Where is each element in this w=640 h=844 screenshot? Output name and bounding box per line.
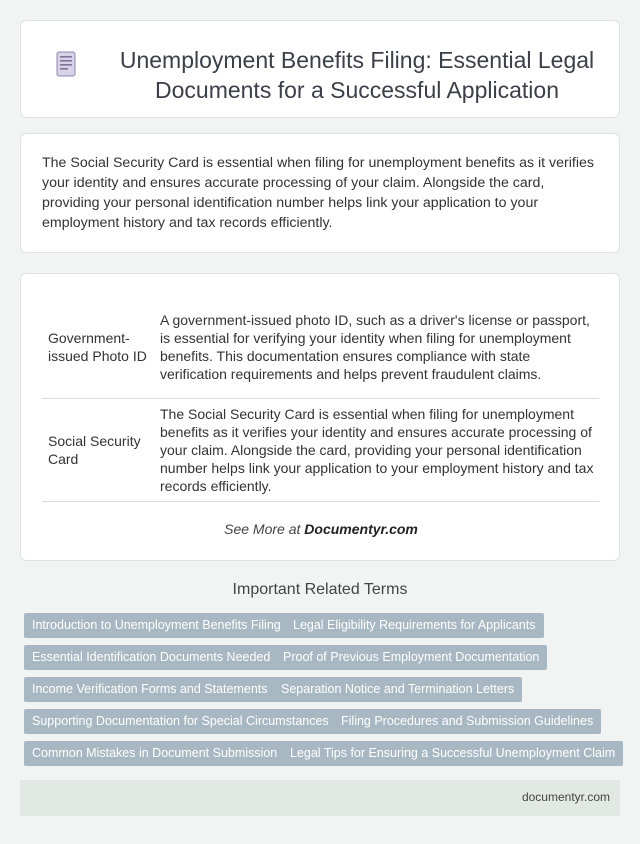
document-description: A government-issued photo ID, such as a driver's license or passport, is essential for verifying your identity when filing for unemployment benefits. This documentation ensures compliance with state verification requirements and helps prevent fraudulent claims. (158, 296, 599, 398)
related-term-tag[interactable]: Separation Notice and Termination Letters (273, 677, 522, 702)
related-term-tag[interactable]: Common Mistakes in Document Submission (24, 741, 285, 766)
related-terms-title: Important Related Terms (232, 581, 408, 598)
related-term-tag[interactable]: Proof of Previous Employment Documentation (275, 645, 547, 670)
see-more (21, 521, 621, 537)
table-row (42, 296, 599, 398)
summary-text: The Social Security Card is essential when filing for unemployment benefits as it verifies your identity and ensures accurate processing of your claim. Alongside the card, providing your personal identification number helps link your application to your employment history and tax records efficiently. (42, 155, 594, 231)
table-row (42, 398, 599, 501)
summary-card (20, 133, 620, 253)
related-term-tag[interactable]: Legal Eligibility Requirements for Applicants (285, 613, 544, 638)
related-term-tag[interactable]: Filing Procedures and Submission Guidelines (333, 709, 601, 734)
see-more-link[interactable]: Documentyr.com (304, 521, 418, 537)
document-term: Government-issued Photo ID (42, 296, 158, 398)
documents-table (42, 296, 599, 502)
document-description: The Social Security Card is essential when filing for unemployment benefits as it verifies your identity and ensures accurate processing of your claim. Alongside the card, providing your personal identification number helps link your application to your employment history and tax records efficiently. (158, 398, 599, 501)
page-title: Unemployment Benefits Filing: Essential Legal Documents for a Successful Application (119, 47, 595, 103)
header-card (20, 20, 620, 118)
related-term-tag[interactable]: Essential Identification Documents Needed (24, 645, 278, 670)
documents-card (20, 273, 620, 561)
footer-site[interactable]: documentyr.com (521, 790, 610, 804)
see-more-prefix: See More at (224, 521, 305, 537)
related-term-tag[interactable]: Supporting Documentation for Special Circumstances (24, 709, 337, 734)
document-icon (55, 51, 77, 77)
related-term-tag[interactable]: Introduction to Unemployment Benefits Filing (24, 613, 289, 638)
document-term: Social Security Card (42, 398, 158, 501)
footer (20, 780, 620, 816)
related-term-tag[interactable]: Legal Tips for Ensuring a Successful Unemployment Claim (282, 741, 623, 766)
related-term-tag[interactable]: Income Verification Forms and Statements (24, 677, 276, 702)
